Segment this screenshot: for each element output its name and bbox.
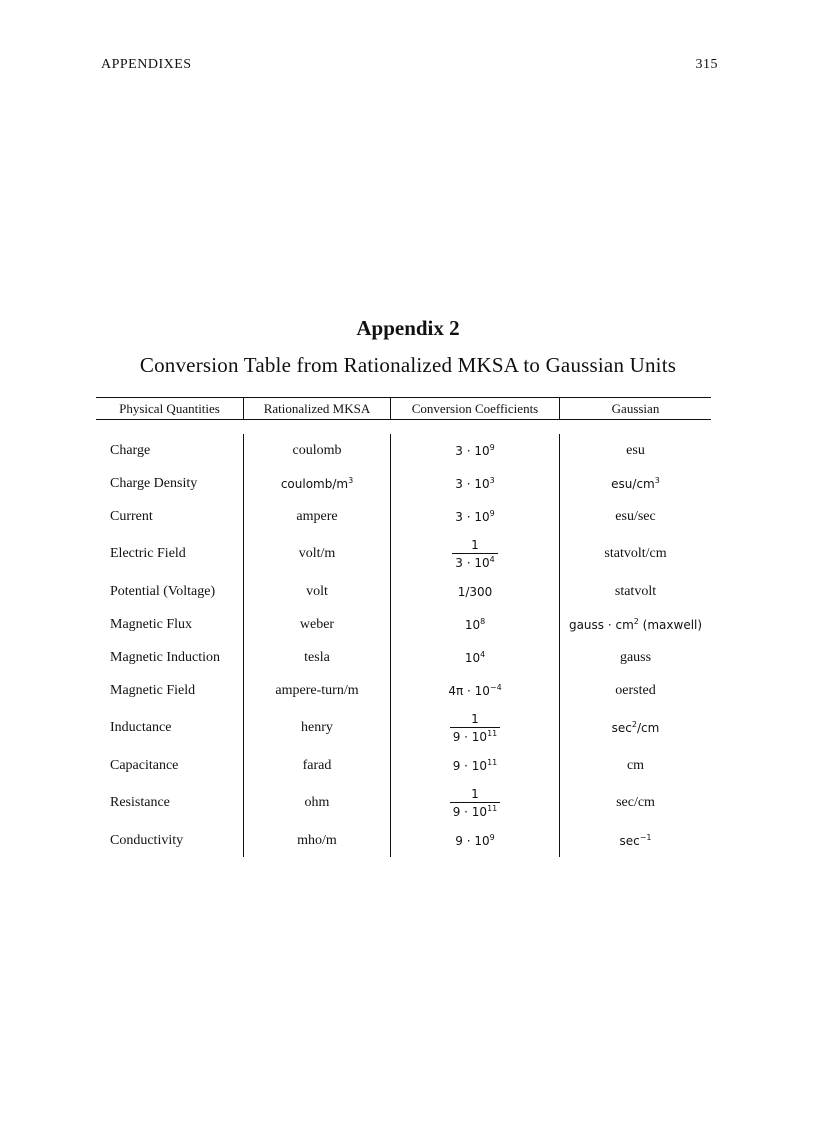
unit-base: volt/m xyxy=(298,546,336,561)
quantity-cell: Electric Field xyxy=(110,546,186,561)
unit-expression xyxy=(465,618,485,632)
unit-base: tesla xyxy=(304,649,330,665)
column-header: Conversion Coefficients xyxy=(390,398,559,419)
table-body xyxy=(96,420,711,861)
unit-suffix: (maxwell) xyxy=(638,617,703,632)
coefficient-cell xyxy=(390,575,559,608)
fraction-numerator: 1 xyxy=(471,787,479,801)
fraction-denominator xyxy=(450,802,501,818)
fraction xyxy=(450,788,501,818)
unit-expression xyxy=(615,584,656,600)
exponent: 2 xyxy=(631,720,637,729)
column-header: Physical Quantities xyxy=(119,400,220,416)
exponent: −1 xyxy=(639,832,652,842)
unit-expression xyxy=(304,650,330,666)
unit-expression xyxy=(458,585,493,599)
unit-base: 10 xyxy=(464,617,481,632)
gaussian-unit-cell xyxy=(559,575,711,608)
appendix-title: Appendix 2 xyxy=(356,316,460,340)
appendix-subtitle: Conversion Table from Rationalized MKSA to Gaussian Units xyxy=(139,353,677,377)
unit-expression xyxy=(303,758,332,774)
unit-expression xyxy=(448,684,501,698)
mksa-unit-cell xyxy=(243,608,390,641)
unit-base: mho/m xyxy=(297,832,337,848)
unit-expression xyxy=(296,509,337,525)
mksa-unit-cell xyxy=(243,575,390,608)
unit-expression xyxy=(626,443,645,459)
unit-base: esu/sec xyxy=(615,508,656,524)
coefficient-cell xyxy=(390,824,559,857)
table-row xyxy=(96,500,711,533)
mksa-unit-cell xyxy=(243,782,390,824)
unit-base: 3 · 10 xyxy=(455,509,490,524)
gaussian-unit-cell xyxy=(559,533,711,575)
quantity-cell: Conductivity xyxy=(110,832,184,848)
coefficient-cell xyxy=(390,467,559,500)
fraction xyxy=(452,539,497,569)
coefficient-cell xyxy=(390,641,559,674)
unit-suffix: /cm xyxy=(636,721,660,735)
unit-base: statvolt/cm xyxy=(604,546,667,561)
mksa-unit-cell xyxy=(243,533,390,575)
quantity-cell: Current xyxy=(110,508,153,524)
table-row xyxy=(96,467,711,500)
mksa-unit-cell xyxy=(243,467,390,500)
fraction-denominator xyxy=(452,553,497,569)
unit-expression xyxy=(301,720,333,736)
unit-base: sec xyxy=(611,721,632,735)
table-row xyxy=(96,782,711,824)
table-row xyxy=(96,707,711,749)
table-row xyxy=(96,434,711,467)
unit-expression xyxy=(627,758,644,774)
quantity-cell: Charge Density xyxy=(110,475,198,491)
denominator-base: 3 · 10 xyxy=(455,556,490,570)
table-row xyxy=(96,824,711,857)
page-number: 315 xyxy=(695,57,718,72)
unit-base: esu/cm xyxy=(611,476,655,491)
unit-base: volt xyxy=(306,583,328,599)
fraction-numerator: 1 xyxy=(471,538,479,552)
table-row xyxy=(96,608,711,641)
gaussian-unit-cell xyxy=(559,467,711,500)
unit-base: weber xyxy=(299,616,335,632)
unit-base: 10 xyxy=(464,650,481,665)
quantity-cell: Resistance xyxy=(110,795,170,810)
denominator-base: 9 · 10 xyxy=(452,805,488,819)
unit-expression xyxy=(300,617,334,633)
unit-base: 4π · 10 xyxy=(448,683,490,698)
mksa-unit-cell xyxy=(243,749,390,782)
unit-base: ampere-turn/m xyxy=(275,682,359,698)
unit-base: oersted xyxy=(615,682,656,698)
column-header: Rationalized MKSA xyxy=(243,398,390,419)
unit-base: ohm xyxy=(304,795,330,810)
unit-expression xyxy=(455,444,494,458)
exponent: 11 xyxy=(487,729,498,738)
unit-base: farad xyxy=(302,757,332,773)
section-heading: APPENDIXES xyxy=(101,57,192,72)
unit-base: ampere xyxy=(296,508,338,524)
exponent: −4 xyxy=(489,682,502,692)
quantity-cell: Inductance xyxy=(110,720,172,735)
exponent: 11 xyxy=(487,757,498,767)
unit-expression xyxy=(612,721,660,735)
unit-base: coulomb xyxy=(292,442,342,458)
fraction-numerator: 1 xyxy=(471,712,479,726)
quantity-cell: Capacitance xyxy=(110,757,179,773)
unit-expression xyxy=(455,477,494,491)
gaussian-unit-cell xyxy=(559,500,711,533)
gaussian-unit-cell xyxy=(559,674,711,707)
unit-expression xyxy=(455,510,494,524)
coefficient-cell xyxy=(390,533,559,575)
unit-expression xyxy=(297,833,337,849)
exponent: 3 xyxy=(654,475,660,485)
gaussian-unit-cell xyxy=(559,434,711,467)
unit-base: cm xyxy=(626,757,645,773)
exponent: 9 xyxy=(489,508,495,518)
coefficient-cell xyxy=(390,434,559,467)
mksa-unit-cell xyxy=(243,500,390,533)
gaussian-unit-cell xyxy=(559,707,711,749)
quantity-cell: Charge xyxy=(110,442,151,458)
unit-base: esu xyxy=(626,442,645,458)
table-row xyxy=(96,749,711,782)
coefficient-cell xyxy=(390,782,559,824)
mksa-unit-cell xyxy=(243,434,390,467)
unit-base: statvolt xyxy=(614,583,657,599)
unit-base: gauss · cm xyxy=(568,617,634,632)
column-header: Gaussian xyxy=(559,398,711,419)
coefficient-cell xyxy=(390,674,559,707)
mksa-unit-cell xyxy=(243,707,390,749)
table-row xyxy=(96,533,711,575)
unit-expression xyxy=(275,683,358,699)
unit-base: sec xyxy=(619,833,640,848)
exponent: 3 xyxy=(348,475,354,485)
denominator-base: 9 · 10 xyxy=(452,730,488,744)
unit-expression xyxy=(306,584,328,600)
exponent: 8 xyxy=(480,616,486,626)
quantity-cell: Magnetic Field xyxy=(110,682,196,698)
quantity-cell: Magnetic Induction xyxy=(110,649,221,665)
fraction xyxy=(450,713,501,743)
quantity-cell: Magnetic Flux xyxy=(110,616,193,632)
gaussian-unit-cell xyxy=(559,608,711,641)
table-row xyxy=(96,575,711,608)
conversion-table xyxy=(96,397,711,861)
coefficient-cell xyxy=(390,707,559,749)
table-row xyxy=(96,641,711,674)
unit-expression xyxy=(615,509,655,525)
coefficient-cell xyxy=(390,749,559,782)
mksa-unit-cell xyxy=(243,641,390,674)
gaussian-unit-cell xyxy=(559,749,711,782)
unit-expression xyxy=(453,759,498,773)
unit-base: gauss xyxy=(619,649,652,665)
exponent: 4 xyxy=(480,649,486,659)
unit-expression xyxy=(293,443,342,459)
mksa-unit-cell xyxy=(243,824,390,857)
unit-base: 3 · 10 xyxy=(455,443,490,458)
gaussian-unit-cell xyxy=(559,782,711,824)
unit-base: 3 · 10 xyxy=(455,476,490,491)
unit-expression xyxy=(305,795,330,811)
unit-expression xyxy=(616,795,655,811)
exponent: 11 xyxy=(487,804,498,813)
unit-base: 9 · 10 xyxy=(455,833,490,848)
unit-expression xyxy=(299,546,336,562)
exponent: 2 xyxy=(633,616,639,626)
unit-base: coulomb/m xyxy=(280,476,349,491)
unit-expression xyxy=(465,651,485,665)
unit-expression xyxy=(281,477,353,491)
exponent: 3 xyxy=(489,475,495,485)
exponent: 4 xyxy=(489,555,495,564)
exponent: 9 xyxy=(489,832,495,842)
unit-expression xyxy=(615,683,655,699)
fraction-denominator xyxy=(450,727,501,743)
unit-expression xyxy=(569,618,702,632)
table-header-row xyxy=(96,398,711,420)
unit-base: 9 · 10 xyxy=(452,758,488,773)
unit-base: sec/cm xyxy=(616,795,655,810)
unit-expression xyxy=(455,834,494,848)
gaussian-unit-cell xyxy=(559,824,711,857)
running-head xyxy=(101,57,718,73)
gaussian-unit-cell xyxy=(559,641,711,674)
coefficient-cell xyxy=(390,500,559,533)
unit-base: henry xyxy=(301,720,333,735)
table-row xyxy=(96,674,711,707)
unit-expression xyxy=(604,546,666,562)
mksa-unit-cell xyxy=(243,674,390,707)
unit-expression xyxy=(619,834,651,848)
unit-base: 1/300 xyxy=(457,584,493,599)
unit-expression xyxy=(620,650,651,666)
quantity-cell: Potential (Voltage) xyxy=(110,583,216,599)
coefficient-cell xyxy=(390,608,559,641)
exponent: 9 xyxy=(489,442,495,452)
unit-expression xyxy=(611,477,660,491)
